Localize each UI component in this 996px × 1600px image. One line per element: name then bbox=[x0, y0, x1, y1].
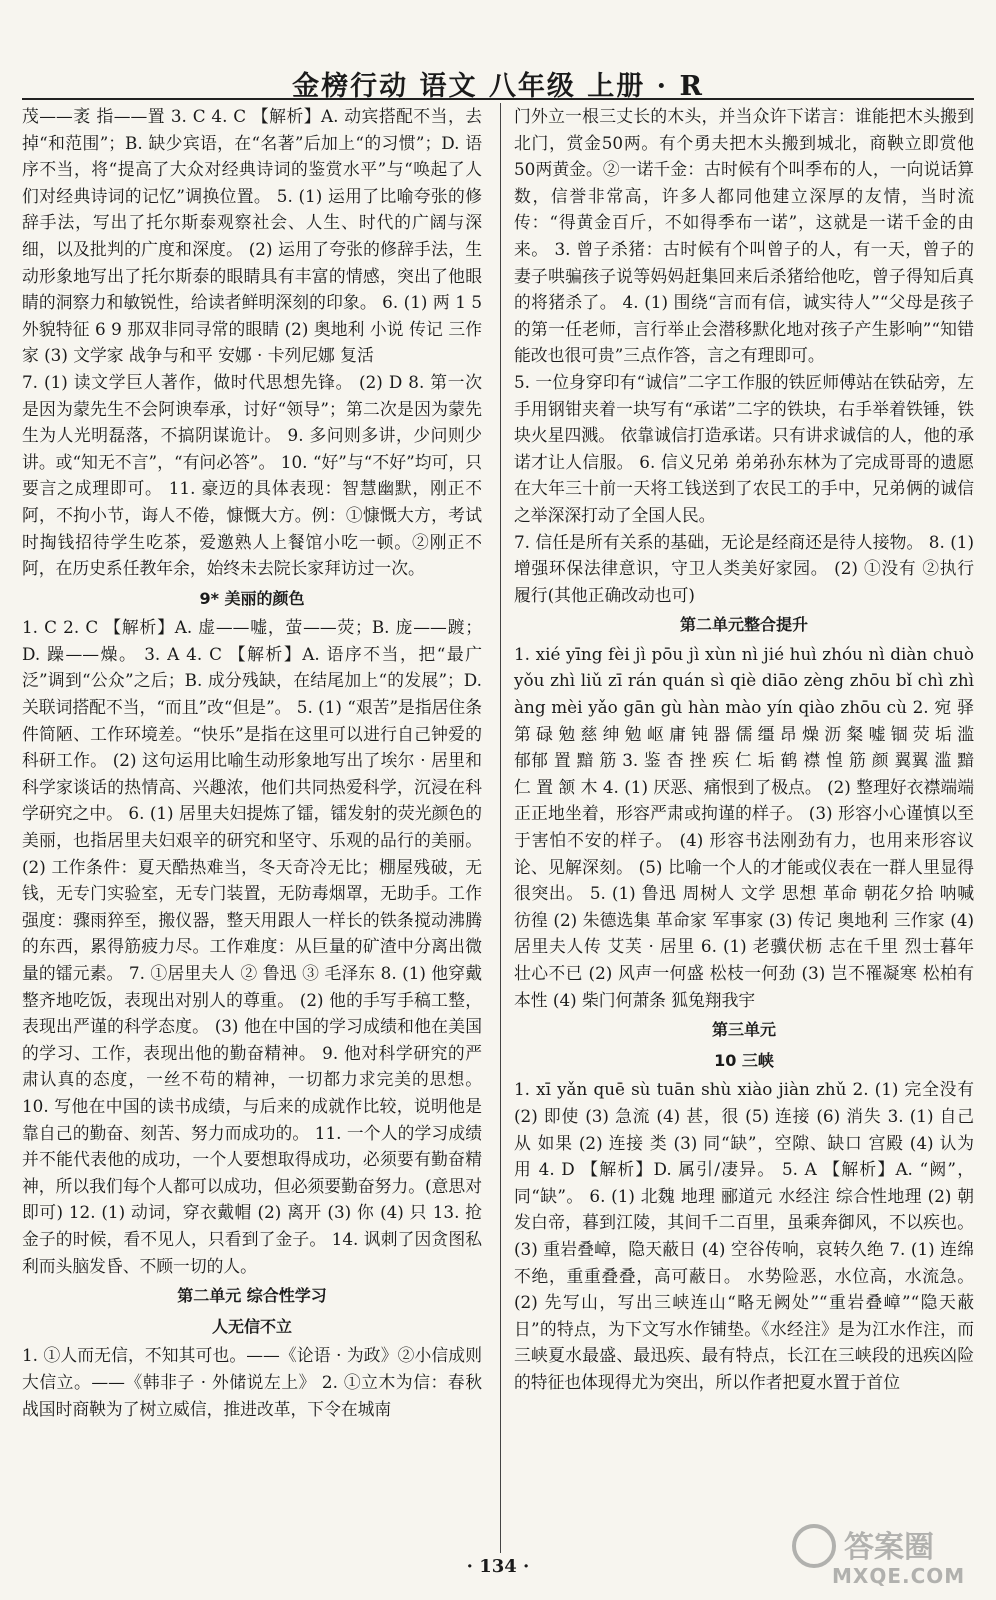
answer-paragraph: 1. ①人而无信，不知其可也。——《论语 · 为政》②小信成则大信立。——《韩非子 · 外储说左上》 2. ①立木为信：春秋战国时商鞅为了树立威信，推进改革，下令在城南 bbox=[22, 1345, 482, 1419]
section-heading: 10 三峡 bbox=[714, 1050, 774, 1070]
answer-paragraph: 5. 一位身穿印有“诚信”二字工作服的铁匠师傅站在铁砧旁，左手用钢钳夹着一块写有“承诺”二字的铁块，右手举着铁锤，铁块火星四溅。 依靠诚信打造承诺。只有讲求诚信的人，他的承诺才让人信服。 6. 信义兄弟 弟弟孙东林为了完成哥哥的遗愿在大年三十前一天将工钱送到了农民工的手中，兄弟俩的诚信之举深深打动了全国人民。 bbox=[514, 371, 974, 525]
answer-paragraph: 1. xī yǎn quē sù tuān shù xiào jiàn zhǔ 2. (1) 完全没有 (2) 即使 (3) 急流 (4) 甚，很 (5) 连接 (6) 消失 3. (1) 自己 从 如果 (2) 连接 类 (3) 同“缺”，空隙、缺口 宫殿 (4) 认为 用 4. D 【解析】D. 属引/凄异。 5. A 【解析】A. “阙”，同“缺”。 6. (1) 北魏 地理 郦道元 水经注 综合性地理 (2) 朝发白帝，暮到江陵，其间千二百里，虽乘奔御风，不以疾也。 (3) 重岩叠嶂，隐天蔽日 (4) 空谷传响，哀转久绝 7. (1) 连绵不绝，重重叠叠，高可蔽日。 水势险恶，水位高，水流急。 (2) 先写山，写出三峡连山“略无阙处”“重岩叠嶂”“隐天蔽日”的特点，为下文写水作铺垫。《水经注》是为江水作注，而三峡夏水最盛、最迅疾、最有特点，长江在三峡段的迅疾凶险的特征也体现得尤为突出，所以作者把夏水置于首位 bbox=[514, 1079, 974, 1392]
page-header: 金榜行动 语文 八年级 上册 · R bbox=[292, 71, 704, 102]
answer-paragraph: 7. (1) 读文学巨人著作，做时代思想先锋。 (2) D 8. 第一次是因为蒙先生不会阿谀奉承，讨好“领导”；第二次是因为蒙先生为人光明磊落，不搞阴谋诡计。 9. 多问则多讲，少问则少讲。或“知无不言”，“有问必答”。 10. “好”与“不好”均可，只要言之成理即可。 11. 豪迈的具体表现：智慧幽默，刚正不阿，不拘小节，诲人不倦，慷慨大方。例：①慷慨大方，考试时掏钱招待学生吃茶，爱邀熟人上餐馆小吃一顿。②刚正不阿，在历史系任教年余，始终未去院长家拜访过一次。 bbox=[22, 371, 482, 579]
section-heading: 9* 美丽的颜色 bbox=[199, 588, 305, 608]
section-heading: 第三单元 bbox=[711, 1020, 776, 1040]
column-divider bbox=[500, 103, 501, 1553]
header-rule bbox=[22, 98, 974, 100]
watermark-logo-icon bbox=[792, 1524, 836, 1568]
left-column bbox=[22, 103, 482, 1422]
watermark-url: MXQE.COM bbox=[832, 1564, 966, 1588]
answer-paragraph: 1. C 2. C 【解析】A. 虚——嘘，萤——荧；B. 庞——踱；D. 躁——燥。 3. A 4. C 【解析】A. 语序不当，把“最广泛”调到“公众”之后；B. 成分残缺，在结尾加上“的发展”；D. 关联词搭配不当，“而且”改“但是”。 5. (1) “艰苦”是指居住条件简陋、工作环境差。“快乐”是指在这里可以进行自己钟爱的科研工作。 (2) 这句运用比喻生动形象地写出了埃尔 · 居里和科学家谈话的热情高、兴趣浓，他们共同热爱科学，沉浸在科学研究之中。 6. (1) 居里夫妇提炼了镭，镭发射的荧光颜色的美丽，也指居里夫妇艰辛的研究和坚守、乐观的品行的美丽。 (2) 工作条件：夏天酷热难当，冬天奇冷无比；棚屋残破，无钱，无专门实验室，无专门装置，无防毒烟罩，无助手。工作强度：骤雨猝至，搬仪器，整天用跟人一样长的铁条搅动沸腾的东西，累得筋疲力尽。工作难度：从巨量的矿渣中分离出微量的镭元素。 7. ①居里夫人 ② 鲁迅 ③ 毛泽东 8. (1) 他穿戴整齐地吃饭，表现出对别人的尊重。 (2) 他的手写手稿工整，表现出严谨的科学态度。 (3) 他在中国的学习成绩和他在美国的学习、工作，表现出他的勤奋精神。 9. 他对科学研究的严肃认真的态度，一丝不苟的精神，一切都力求完美的思想。 10. 写他在中国的读书成绩，与后来的成就作比较，说明他是靠自己的勤奋、刻苦、努力而成功的。 11. 一个人的学习成绩并不能代表他的成功，一个人要想取得成功，必须要有勤奋精神，所以我们每个人都可以成功，但必须要勤奋努力。(意思对即可) 12. (1) 动词，穿衣戴帽 (2) 离开 (3) 你 (4) 只 13. 抢金子的时候，看不见人，只看到了金子。 14. 讽刺了因贪图私利而头脑发昏、不顾一切的人。 bbox=[22, 617, 482, 1276]
answer-paragraph: 7. 信任是所有关系的基础，无论是经商还是待人接物。 8. (1) 增强环保法律意识，守卫人类美好家园。 (2) ①没有 ②执行 履行(其他正确改动也可) bbox=[514, 531, 974, 605]
section-heading: 第二单元整合提升 bbox=[679, 615, 808, 635]
section-heading: 第二单元 综合性学习 bbox=[177, 1286, 327, 1306]
answer-paragraph: 茂——袤 指——置 3. C 4. C 【解析】A. 动宾搭配不当，去掉“和范围”；B. 缺少宾语，在“名著”后加上“的习惯”；D. 语序不当，将“提高了大众对经典诗词的鉴赏水平”与“唤起了人们对经典诗词的记忆”调换位置。 5. (1) 运用了比喻夸张的修辞手法，写出了托尔斯泰观察社会、人生、时代的广阔与深细，以及批判的广度和深度。 (2) 运用了夸张的修辞手法，生动形象地写出了托尔斯泰的眼睛具有丰富的情感，突出了他眼睛的洞察力和敏锐性，给读者鲜明深刻的印象。 6. (1) 两 1 5 外貌特征 6 9 那双非同寻常的眼睛 (2) 奥地利 小说 传记 三作家 (3) 文学家 战争与和平 安娜 · 卡列尼娜 复活 bbox=[22, 106, 482, 366]
page-number: · 134 · bbox=[466, 1556, 530, 1577]
watermark-text: 答案圈 bbox=[844, 1530, 934, 1565]
answer-paragraph: 门外立一根三丈长的木头，并当众许下诺言：谁能把木头搬到北门，赏金50两。有个勇夫把木头搬到城北，商鞅立即赏他50两黄金。②一诺千金：古时候有个叫季布的人，一向说话算数，信誉非常高，许多人都同他建立深厚的友情，当时流传：“得黄金百斤，不如得季布一诺”，这就是一诺千金的由来。 3. 曾子杀猪：古时候有个叫曾子的人，有一天，曾子的妻子哄骗孩子说等妈妈赶集回来后杀猪给他吃，曾子得知后真的将猪杀了。 4. (1) 围绕“言而有信，诚实待人”“父母是孩子的第一任老师，言行举止会潜移默化地对孩子产生影响”“知错能改也很可贵”三点作答，言之有理即可。 bbox=[514, 106, 974, 366]
answer-paragraph: 1. xié yīng fèi jì pōu jì xùn nì jié huì zhóu nì diàn chuò yǒu zhì liǔ zī rán quán sì qiè diāo zèng zhōu bǐ chì zhì àng mèi yǎo gān gù hàn mào yín qiào zhōu cù 2. 宛 驿 第 碌 勉 慈 绅 勉 岖 庸 钝 器 儒 缰 昂 燥 沥 粲 嘘 锢 荧 垢 滥 郁郁 置 黯 筋 3. 鉴 杳 挫 疾 仁 垢 鹤 襟 惶 筋 颜 翼翼 滥 黯 仁 置 颔 木 4. (1) 厌恶、痛恨到了极点。 (2) 整理好衣襟端端正正地坐着，形容严肃或拘谨的样子。 (3) 形容小心谨慎以至于害怕不安的样子。 (4) 形容书法刚劲有力，也用来形容议论、见解深刻。 (5) 比喻一个人的才能或仪表在一群人里显得很突出。 5. (1) 鲁迅 周树人 文学 思想 革命 朝花夕拾 呐喊 彷徨 (2) 朱德选集 革命家 军事家 (3) 传记 奥地利 三作家 (4) 居里夫人传 艾芙 · 居里 6. (1) 老骥伏枥 志在千里 烈士暮年 壮心不已 (2) 风声一何盛 松枝一何劲 (3) 岂不罹凝寒 松柏有本性 (4) 柴门何萧条 狐兔翔我宇 bbox=[514, 643, 974, 1010]
section-heading: 人无信不立 bbox=[211, 1316, 292, 1336]
right-column bbox=[514, 103, 974, 1396]
watermark bbox=[792, 1520, 982, 1590]
